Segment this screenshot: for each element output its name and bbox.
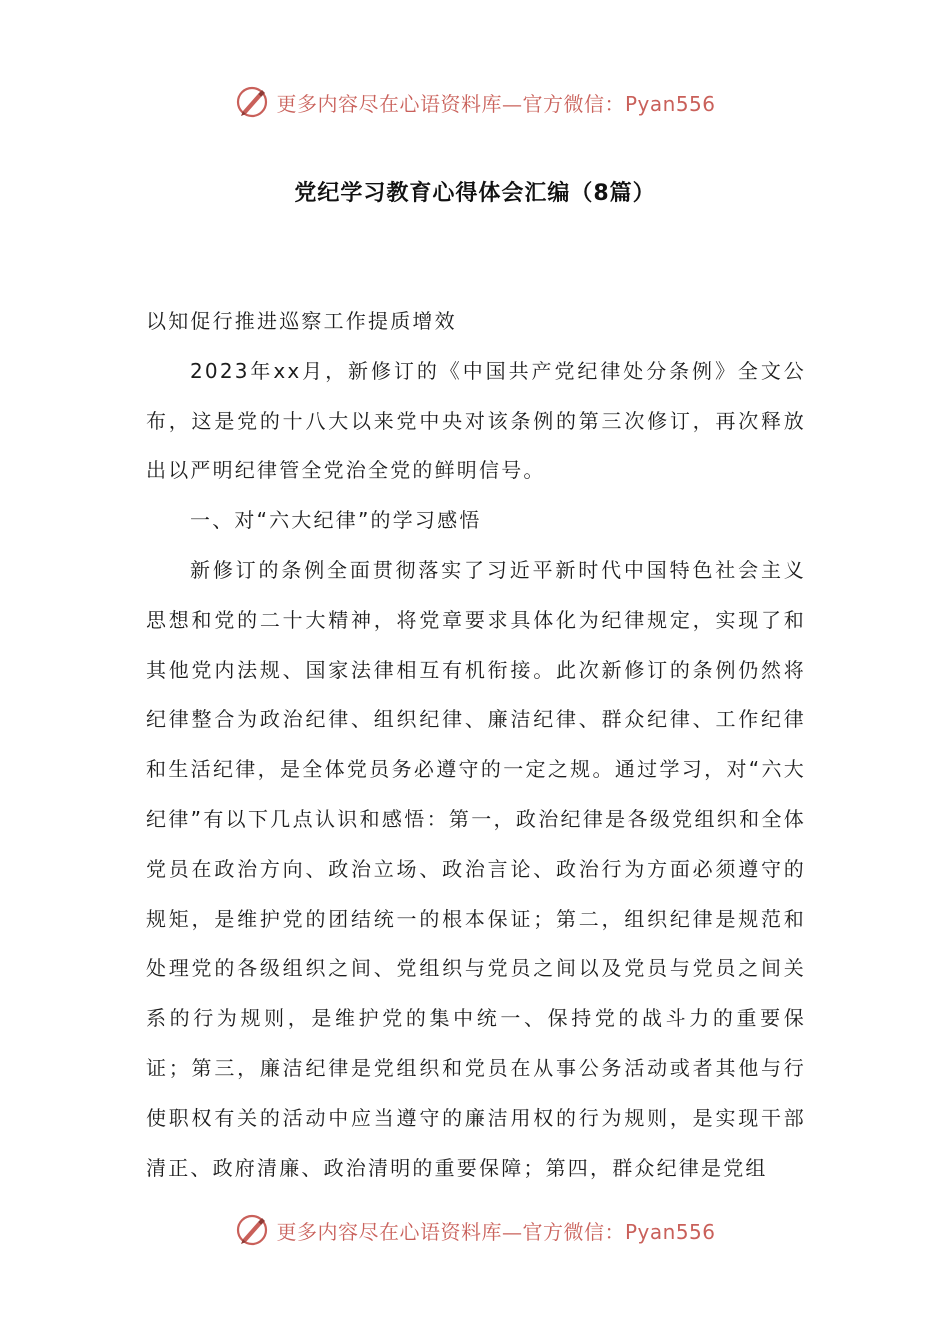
document-body [146, 297, 806, 1193]
wechat-id: Pyan556 [624, 1219, 716, 1244]
section-subtitle: 以知促行推进巡察工作提质增效 [146, 309, 457, 333]
paragraph: 新修订的条例全面贯彻落实了习近平新时代中国特色社会主义思想和党的二十大精神，将党章要求具体化为纪律规定，实现了和其他党内法规、国家法律相互有机衔接。此次新修订的条例仍然将纪律整合为政治纪律、组织纪律、廉洁纪律、群众纪律、工作纪律和生活纪律，是全体党员务必遵守的一定之规。通过学习，对“六大纪律”有以下几点认识和感悟：第一，政治纪律是各级党组织和全体党员在政治方向、政治立场、政治言论、政治行为方面必须遵守的规矩，是维护党的团结统一的根本保证；第二，组织纪律是规范和处理党的各级组织之间、党组织与党员之间以及党员与党员之间关系的行为规则，是维护党的集中统一、保持党的战斗力的重要保证；第三，廉洁纪律是党组织和党员在从事公务活动或者其他与行使职权有关的活动中应当遵守的廉洁用权的行为规则，是实现干部清正、政府清廉、政治清明的重要保障；第四，群众纪律是党组 [146, 557, 806, 1180]
pen-logo-icon [234, 1212, 270, 1248]
paragraph: 2023年xx月，新修订的《中国共产党纪律处分条例》全文公布，这是党的十八大以来党中央对该条例的第三次修订，再次释放出以严明纪律管全党治全党的鲜明信号。 [146, 358, 806, 483]
header-banner [0, 82, 950, 122]
banner-text: 更多内容尽在心语资料库—官方微信：Pyan556 [276, 91, 716, 116]
wechat-id: Pyan556 [624, 91, 716, 116]
footer-banner [0, 1210, 950, 1250]
pen-logo-icon [234, 84, 270, 120]
banner-text: 更多内容尽在心语资料库—官方微信：Pyan556 [276, 1219, 716, 1244]
page-title: 党纪学习教育心得体会汇编（8篇） [294, 181, 656, 206]
section-heading: 一、对“六大纪律”的学习感悟 [190, 508, 482, 533]
